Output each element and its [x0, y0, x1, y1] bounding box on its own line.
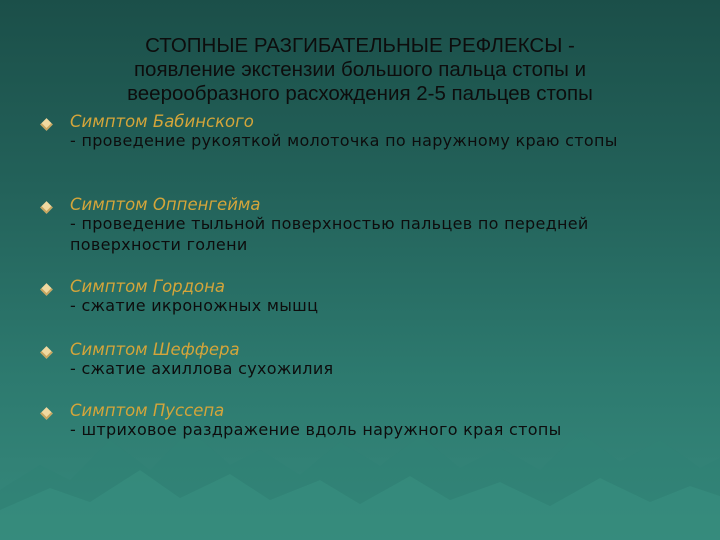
title-line-1: СТОПНЫЕ РАЗГИБАТЕЛЬНЫЕ РЕФЛЕКСЫ -	[145, 34, 575, 57]
symptom-name: Симптом Оппенгейма	[70, 195, 261, 214]
symptom-description: - проведение рукояткой молоточка по наружному краю стопы	[70, 131, 618, 150]
diamond-bullet-icon	[40, 118, 53, 131]
title-line-3: веерообразного расхождения 2-5 пальцев стопы	[127, 82, 593, 105]
symptom-name: Симптом Гордона	[70, 277, 226, 296]
diamond-bullet-icon	[40, 283, 53, 296]
symptom-description: - сжатие ахиллова сухожилия	[70, 359, 334, 378]
symptom-name: Симптом Пуссепа	[70, 401, 225, 420]
diamond-bullet-icon	[40, 201, 53, 214]
symptom-description: - проведение тыльной поверхностью пальцев по передней поверхности голени	[70, 214, 589, 254]
symptom-name: Симптом Бабинского	[70, 112, 254, 131]
symptom-name: Симптом Шеффера	[70, 340, 240, 359]
symptom-description: - сжатие икроножных мышц	[70, 296, 319, 315]
diamond-bullet-icon	[40, 346, 53, 359]
symptom-description: - штриховое раздражение вдоль наружного края стопы	[70, 420, 562, 439]
title-line-2: появление экстензии большого пальца стопы и	[133, 58, 587, 81]
diamond-bullet-icon	[40, 407, 53, 420]
